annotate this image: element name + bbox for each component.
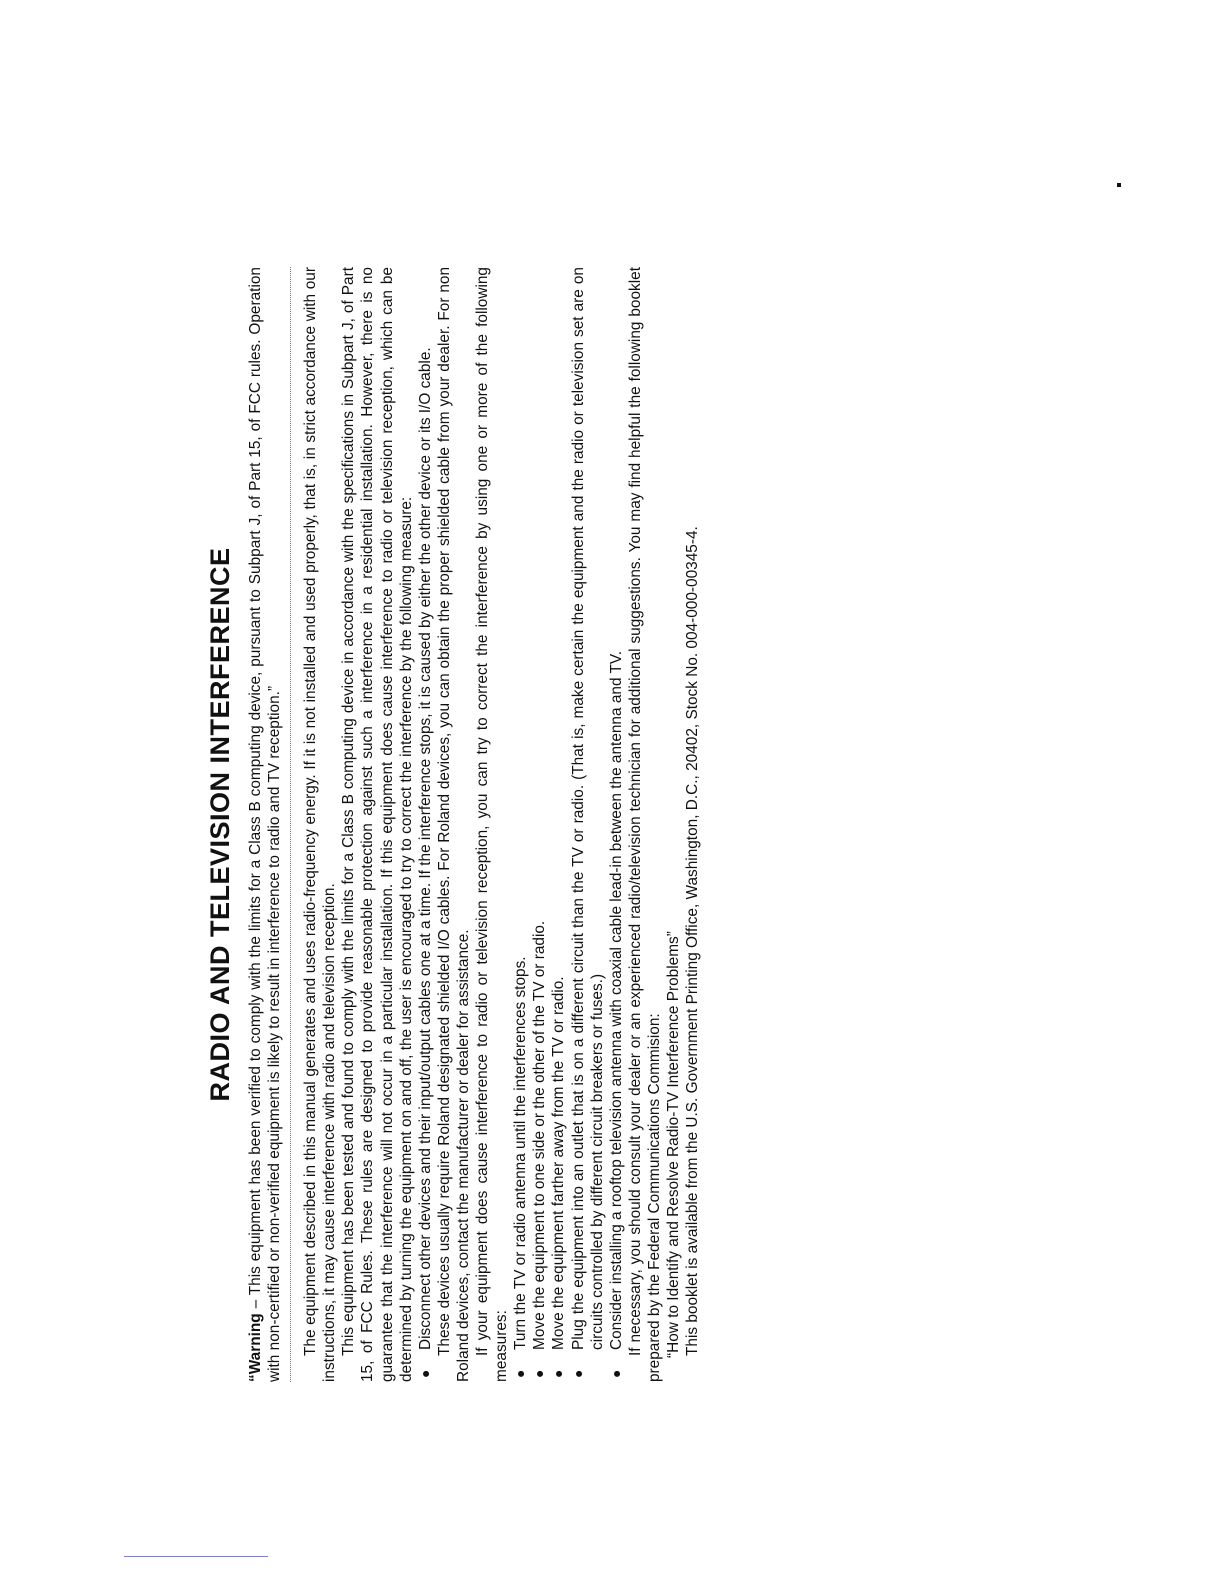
paragraph-consult-dealer: If necessary, you should consult your dealer or an experienced radio/television technician for additional suggestions. You may find helpful the following booklet prepared by the Federal Communications Commision: [626,267,663,1382]
page-title: RADIO AND TELEVISION INTERFERENCE [205,547,235,1102]
scan-speck [1117,183,1121,187]
booklet-title: “How to Identify and Resolve Radio-TV Interference Problems” [664,931,682,1358]
paragraph-booklet-availability: This booklet is available from the U.S. Government Printing Office, Washington, D.C., 20402, Stock No. 004-000-00345-4. [684,526,702,1356]
list-item [569,267,607,1382]
document-body [246,267,702,1382]
measure-text: Move the equipment to one side or the other of the TV or radio. [531,920,549,1350]
list-item [416,267,435,1382]
list-item [549,267,568,1382]
paragraph-interference-intro: The equipment described in this manual generates and uses radio-frequency energy. If it is not installed and used properly, that is, in strict accordance with our instructions, it may cause interference with radio and television reception. [302,267,339,1382]
measure-text: Consider installing a rooftop television antenna with coaxial cable lead-in between the antenna and TV. [607,650,625,1350]
list-item [530,267,549,1382]
bullet-icon: ● [569,1369,586,1378]
bullet-icon: ● [607,1369,624,1378]
paragraph-class-b-compliance: This equipment has been tested and found to comply with the limits for a Class B computing device in accordance with the specifications in Subpart J, of Part 15, of FCC Rules. These rules are designed to provide reasonable protection against such a interference in a residential installation. However, there is no guarantee that the interference will not occur in a particular installation. If this equipment does cause interference to radio or television reception, which can be determined by turning the equipment on and off, the user is encouraged to try to correct the interference by the following measure: [340,267,415,1382]
warning-paragraph [246,267,291,1382]
warning-text: – This equipment has been verified to comply with the limits for a Class B computing device, pursuant to Subpart J, of Part 15, of FCC rules. Operation with non-certified or non-verified equipment is likely to result in interference to radio and TV reception.” [247,267,284,1382]
measures-list [511,267,626,1382]
bullet-icon: ● [512,1369,529,1378]
bottom-rule-line [124,1556,268,1557]
measure-text: Plug the equipment into an outlet that is on a different circuit than the TV or radio. (That is, make certain the equipment and the radio or television set are on circuits controlled by different circuit breakers or fuses.) [569,267,606,1350]
paragraph-shielded-cables: These devices usually require Roland designated shielded I/O cables. For Roland devices, you can obtain the proper shielded cable from your dealer. For non Roland devices, contact the manufacturer or dealer for assistance. [435,267,472,1382]
bullet-text: Disconnect other devices and their input/output cables one at a time. If the interference stops, it is caused by either the other device or its I/O cable. [416,347,434,1350]
bullet-icon: ● [550,1369,567,1378]
rotated-content [196,267,896,1382]
measure-text: Move the equipment farther away from the TV or radio. [550,976,568,1350]
list-item [607,267,626,1382]
list-item [511,267,530,1382]
bullet-icon: ● [531,1369,548,1378]
bullet-icon: ● [416,1369,433,1378]
measure-text: Turn the TV or radio antenna until the interferences stops. [512,956,530,1350]
paragraph-measures-intro: If your equipment does cause interference to radio or television reception, you can try to correct the interference by using one or more of the following measures: [474,267,511,1382]
warning-label: “Warning [247,1313,264,1382]
